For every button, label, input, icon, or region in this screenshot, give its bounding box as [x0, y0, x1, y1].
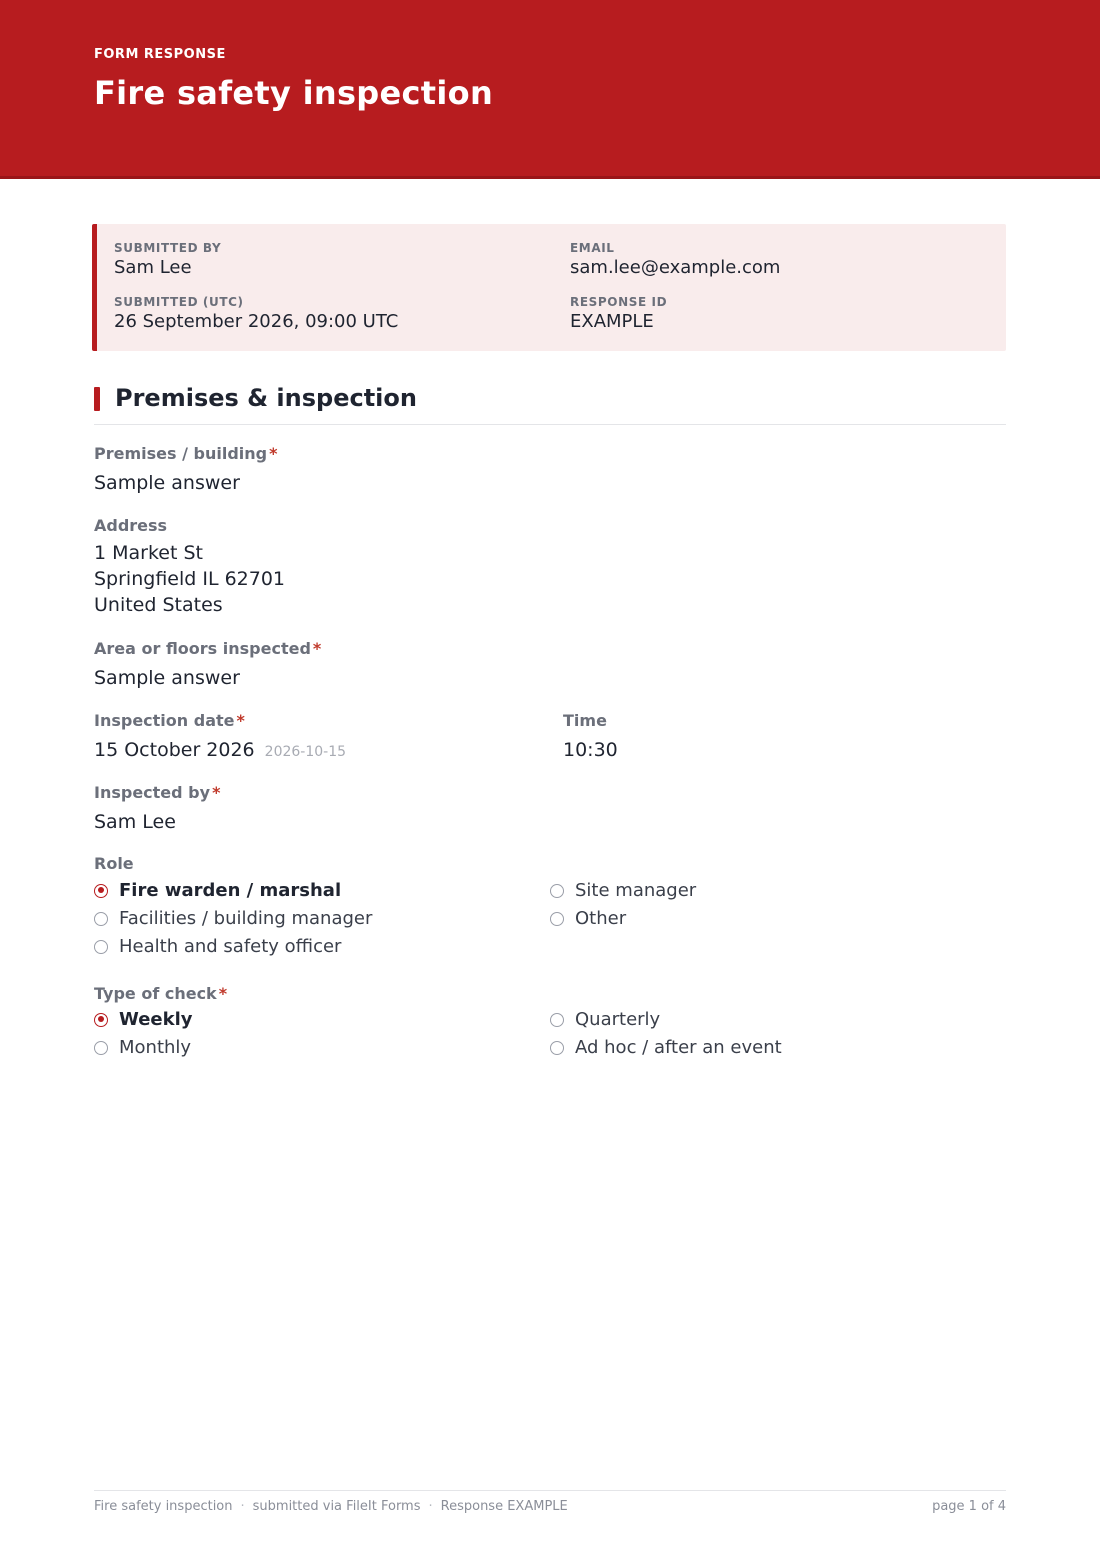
field-label: [94, 444, 277, 463]
footer-separator: ·: [428, 1499, 433, 1514]
email-value: sam.lee@example.com: [570, 257, 781, 278]
field-value: Sample answer: [94, 667, 240, 689]
role-option-other[interactable]: [550, 908, 626, 929]
radio-selected-icon: [94, 1013, 108, 1027]
role-option-fire-warden[interactable]: [94, 880, 341, 901]
required-marker: *: [269, 444, 278, 463]
option-label: Other: [575, 908, 627, 929]
page-header: [0, 0, 1100, 179]
required-marker: *: [236, 711, 245, 730]
footer-response: Response EXAMPLE: [440, 1499, 568, 1514]
field-label-text: Premises / building: [94, 444, 268, 463]
footer-separator: ·: [240, 1499, 245, 1514]
field-label-text: Type of check: [94, 984, 217, 1003]
field-label: Address: [94, 516, 168, 535]
required-marker: *: [212, 783, 221, 802]
footer-left: [94, 1499, 568, 1514]
field-value: [94, 737, 346, 765]
required-marker: *: [312, 639, 322, 658]
radio-icon: [94, 1041, 108, 1055]
field-label: [94, 783, 220, 802]
date-iso: 2026-10-15: [264, 744, 347, 760]
section-accent-bar: [94, 387, 100, 411]
field-label: [94, 639, 321, 658]
address-value: [94, 540, 285, 618]
response-id-label: RESPONSE ID: [570, 295, 668, 309]
radio-icon: [550, 884, 564, 898]
radio-icon: [94, 912, 108, 926]
radio-icon: [550, 1041, 564, 1055]
address-line-3: United States: [94, 594, 223, 616]
page-footer: [94, 1490, 1006, 1521]
field-label: Role: [94, 854, 134, 873]
option-label: Monthly: [119, 1037, 192, 1058]
field-role: [94, 854, 134, 873]
radio-icon: [550, 912, 564, 926]
field-label: [94, 984, 227, 1003]
submitted-by-value: Sam Lee: [114, 257, 192, 278]
footer-via: submitted via FileIt Forms: [252, 1499, 421, 1514]
required-marker: *: [218, 984, 228, 1003]
radio-selected-icon: [94, 884, 108, 898]
page-title: Fire safety inspection: [94, 74, 494, 112]
role-option-site-manager[interactable]: [550, 880, 696, 901]
radio-icon: [94, 940, 108, 954]
section-title: Premises & inspection: [115, 384, 417, 412]
option-label: Facilities / building manager: [119, 908, 373, 929]
field-label-text: Inspection date: [94, 711, 235, 730]
option-label: Fire warden / marshal: [119, 880, 342, 901]
option-label: Ad hoc / after an event: [575, 1037, 782, 1058]
option-label: Site manager: [575, 880, 697, 901]
submitted-utc-label: SUBMITTED (UTC): [114, 295, 244, 309]
role-option-facilities[interactable]: [94, 908, 372, 929]
section-heading: [94, 384, 1006, 425]
email-label: EMAIL: [570, 241, 615, 255]
field-value: Sam Lee: [94, 811, 176, 833]
check-option-quarterly[interactable]: [550, 1009, 660, 1030]
response-id-value: EXAMPLE: [570, 311, 654, 332]
field-label: Time: [563, 711, 607, 730]
field-address: [94, 516, 285, 618]
submitted-by-label: SUBMITTED BY: [114, 241, 222, 255]
field-inspection-date: [94, 711, 346, 765]
submission-meta-box: [92, 224, 1006, 351]
field-inspected-by: [94, 783, 220, 835]
field-type-of-check: [94, 984, 227, 1003]
option-label: Health and safety officer: [119, 936, 342, 957]
check-option-weekly[interactable]: [94, 1009, 193, 1030]
field-value: 10:30: [563, 739, 618, 761]
option-label: Weekly: [119, 1009, 193, 1030]
check-option-monthly[interactable]: [94, 1037, 191, 1058]
footer-form-name: Fire safety inspection: [94, 1499, 233, 1514]
field-label-text: Area or floors inspected: [94, 639, 311, 658]
field-label-text: Inspected by: [94, 783, 211, 802]
field-label: [94, 711, 346, 730]
submitted-by: [114, 241, 221, 278]
submitted-utc: [114, 295, 398, 332]
field-time: [563, 711, 618, 763]
footer-page-number: page 1 of 4: [932, 1499, 1006, 1514]
role-option-health-safety[interactable]: [94, 936, 341, 957]
date-value: 15 October 2026: [94, 739, 255, 761]
check-option-ad-hoc[interactable]: [550, 1037, 782, 1058]
response-id: [570, 295, 667, 332]
address-line-2: Springfield IL 62701: [94, 568, 286, 590]
field-value: Sample answer: [94, 472, 240, 494]
field-area: [94, 639, 321, 691]
address-line-1: 1 Market St: [94, 542, 203, 564]
field-premises: [94, 444, 277, 496]
option-label: Quarterly: [575, 1009, 661, 1030]
radio-icon: [550, 1013, 564, 1027]
header-kicker: FORM RESPONSE: [94, 47, 226, 62]
submitted-utc-value: 26 September 2026, 09:00 UTC: [114, 311, 399, 332]
email: [570, 241, 780, 278]
